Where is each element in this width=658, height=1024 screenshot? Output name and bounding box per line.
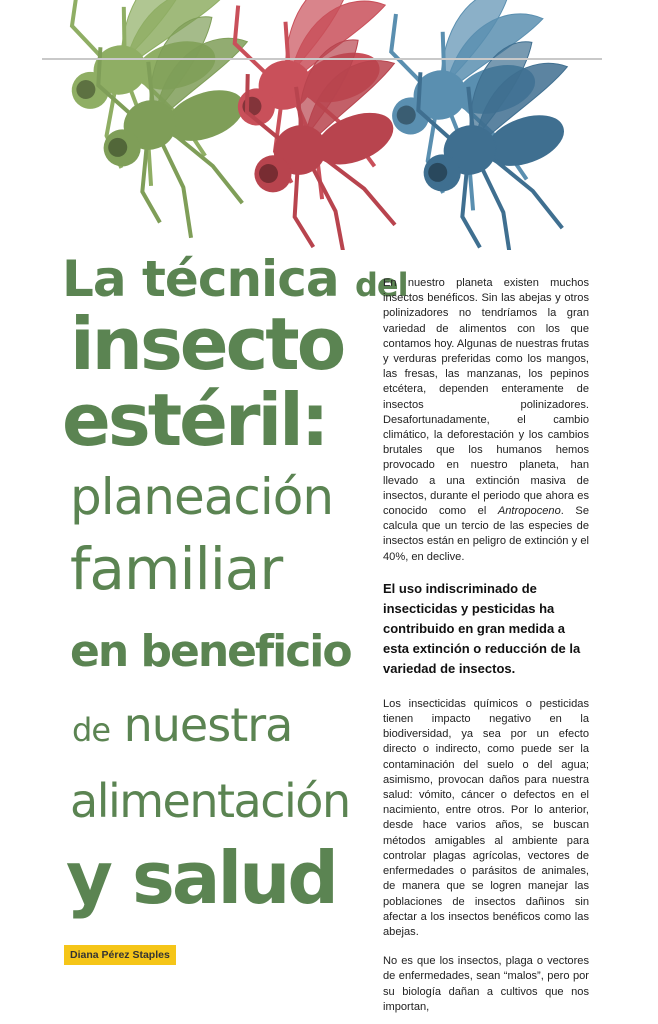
title-line-4: planeación (70, 468, 334, 526)
title-line-8: alimentación (70, 774, 350, 828)
article-body (383, 276, 589, 1015)
header-rule (42, 58, 602, 60)
title-line-9: y salud (66, 836, 336, 920)
flies-illustration (0, 0, 658, 250)
title-word-del: del (355, 266, 408, 304)
paragraph-pesticides: Los insecticidas químicos o pesticidas tienen impacto negativo en la biodiversidad, ya sea por un efecto directo o indirecto, como puede ser la contaminación del suelo o del agua; asimismo, provocan daños para nuestra salud: vómito, cáncer o defectos en el nacimiento, entre otros. Por lo anterior, desde hace varios años, se buscan métodos amigables al ambiente para controlar plagas agrícolas, vectores de enfermedades o parásitos de animales, de manera que se logren manejar las poblaciones de insectos dañinos sin afectar a los insectos benéficos como las abejas. (383, 697, 589, 938)
author-badge: Diana Pérez Staples (64, 945, 176, 965)
title-line-5: familiar (70, 535, 283, 603)
title-line-2: insecto (70, 302, 344, 386)
paragraph-intro: En nuestro planeta existen muchos insectos benéficos. Sin las abejas y otros polinizadores no tendríamos la gran variedad de alimentos con los que contamos hoy. Algunas de nuestras frutas y verduras preferidas como los mangos, las fresas, las manzanas, los pepinos etcétera, dependen enteramente de insectos polinizadores. Desafortunadamente, el cambio climático, la deforestación y los cambios brutales que los humanos hemos provocado en nuestro planeta, han llevado a una extinción masiva de insectos, durante el periodo que ahora es conocido como el Antropoceno. Se calcula que un tercio de las especies de insectos están en peligro de extinción y el 40%, en declive. (383, 277, 589, 563)
title-line-1: La técnica (62, 250, 339, 308)
title-line-7: nuestra (123, 698, 293, 752)
pull-quote: El uso indiscriminado de insecticidas y pesticidas ha contribuido en gran medida a esta extinción o reducción de la variedad de insectos. (383, 580, 581, 676)
title-line-3: estéril: (62, 378, 327, 462)
title-word-de: de (72, 711, 110, 749)
paragraph-continuation: No es que los insectos, plaga o vectores de enfermedades, sean “malos”, pero por su biología dañan a cultivos que nos importan, (383, 955, 589, 1013)
title-line-6: en beneficio (70, 626, 351, 677)
italic-term: Antropoceno (497, 505, 561, 518)
